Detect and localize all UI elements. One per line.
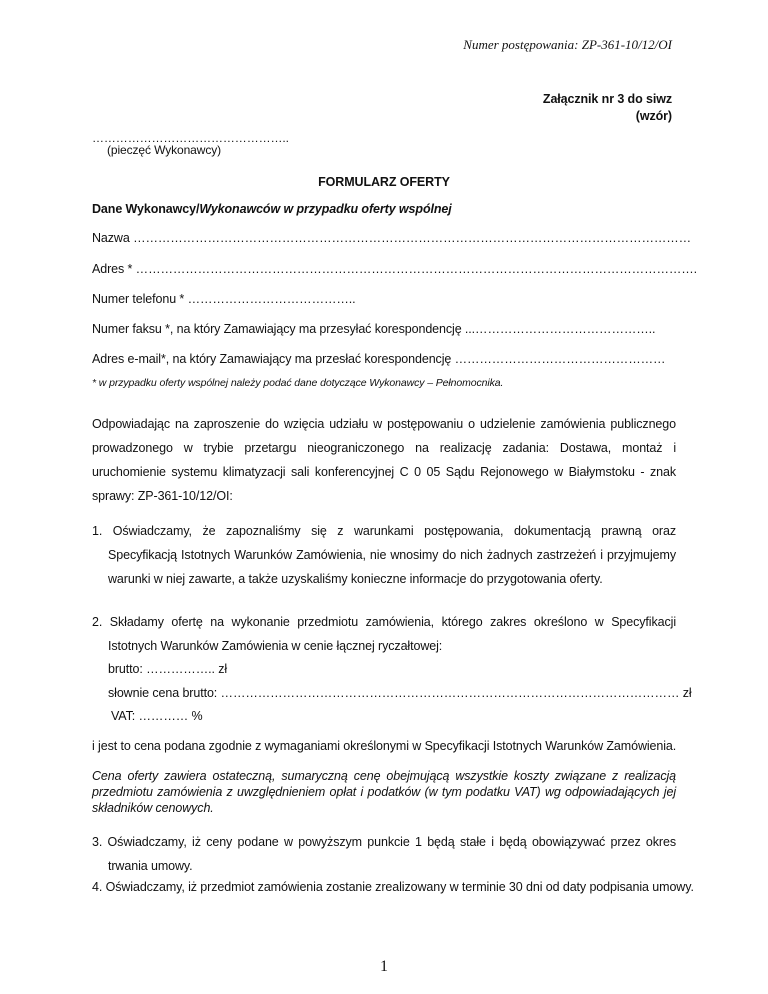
annex-template-note: (wzór) (635, 109, 672, 123)
footnote: * w przypadku oferty wspólnej należy podać dane dotyczące Wykonawcy – Pełnomocnika. (92, 377, 504, 389)
statement-2: 2. Składamy ofertę na wykonanie przedmiotu zamówienia, którego zakres określono w Specyfikacji Istotnych Warunków Zamówienia w cenie łącznej ryczałtowej: (92, 615, 676, 653)
price-note: i jest to cena podana zgodnie z wymaganiami określonymi w Specyfikacji Istotnych Warunków Zamówienia. (92, 739, 677, 753)
stamp-label: (pieczęć Wykonawcy) (107, 143, 222, 157)
statement-1: 1. Oświadczamy, że zapoznaliśmy się z warunkami postępowania, dokumentacją prawną oraz Specyfikacją Istotnych Warunków Zamówienia, nie wnosimy do nich żadnych zastrzeżeń i przyjmujemy warunki w niej zawarte, a także uzyskaliśmy konieczne informacje do przygotowania oferty. (92, 524, 676, 586)
price-composition-note: Cena oferty zawiera ostateczną, sumaryczną cenę obejmującą wszystkie koszty związane z realizacją przedmiotu zamówienia z uwzględnieniem opłat i podatków (w tym podatku VAT) wg odpowiadających jej składników cenowych. (92, 769, 676, 815)
field-email[interactable]: Adres e-mail*, na który Zamawiający ma przesłać korespondencję …………………………………………… (92, 352, 666, 366)
annex-label (543, 91, 672, 125)
intro-paragraph: Odpowiadając na zaproszenie do wzięcia udziału w postępowaniu o udzielenie zamówienia publicznego prowadzonego w trybie przetargu nieograniczonego na realizację zadania: Dostawa, montaż i uruchomienie systemu klimatyzacji sali konferencyjnej C 0 05 Sądu Rejonowego w Białymstoku - znak sprawy: ZP-361-10/12/OI: (92, 417, 676, 503)
contractor-heading (92, 202, 452, 216)
page-number: 1 (380, 958, 388, 975)
form-title: FORMULARZ OFERTY (318, 175, 450, 189)
annex-title: Załącznik nr 3 do siwz (542, 92, 672, 106)
stamp-placeholder: ………………………………………….. (92, 131, 289, 145)
procurement-number: Numer postępowania: ZP-361-10/12/OI (463, 37, 672, 52)
price-gross[interactable]: brutto: …………….. zł (108, 662, 228, 676)
contractor-heading-italic: Wykonawców w przypadku oferty wspólnej (199, 202, 452, 216)
field-phone[interactable]: Numer telefonu * ………………………………….. (92, 292, 356, 306)
statement-4: 4. Oświadczamy, iż przedmiot zamówienia zostanie zrealizowany w terminie 30 dni od daty podpisania umowy. (92, 880, 694, 894)
price-words[interactable]: słownie cena brutto: ………………………………………………………………………………………………… zł (108, 686, 692, 700)
field-fax[interactable]: Numer faksu *, na który Zamawiający ma przesyłać korespondencję ...…………………………………….. (92, 322, 656, 336)
contractor-heading-bold: Dane Wykonawcy/ (92, 202, 200, 216)
field-name[interactable]: Nazwa ……………………………………………………………………………………………………………………… (92, 231, 692, 245)
field-address[interactable]: Adres * ………………………………………………………………………………………………………………………. (92, 262, 698, 276)
price-vat[interactable]: VAT: ………… % (111, 709, 203, 723)
statement-3: 3. Oświadczamy, iż ceny podane w powyższym punkcie 1 będą stałe i będą obowiązywać przez okres trwania umowy. (92, 835, 676, 873)
